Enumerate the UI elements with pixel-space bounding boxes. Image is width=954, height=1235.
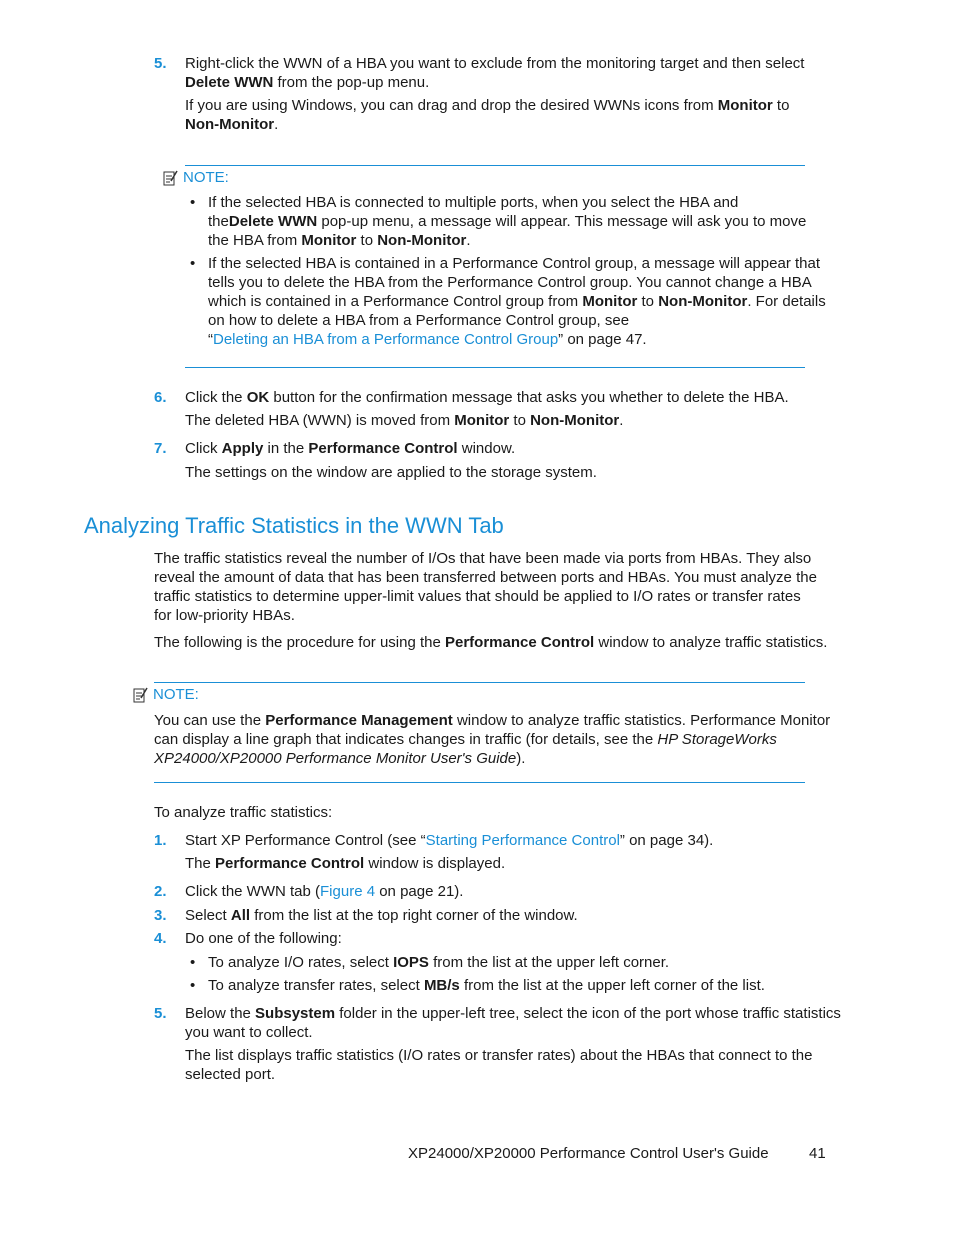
step-7-text — [185, 439, 515, 458]
text-line — [208, 330, 826, 349]
proc-step-5-paragraph — [185, 1046, 813, 1084]
step-number: 4. — [154, 930, 167, 947]
ui-term: Performance Control — [308, 440, 458, 457]
text-span: Click — [185, 440, 222, 457]
text-span: Below the — [185, 1005, 256, 1022]
text-span: ” on page 34). — [619, 832, 714, 849]
text-span: to — [509, 412, 531, 429]
text-span: button for the confirmation message that asks you whether to delete the HBA. — [269, 389, 789, 406]
step-number: 6. — [154, 389, 167, 406]
text-line: selected port. — [185, 1066, 276, 1083]
ui-term: Apply — [221, 440, 264, 457]
text-span: window to analyze traffic statistics. — [594, 634, 828, 651]
text-line — [185, 73, 804, 92]
note-header — [163, 168, 229, 187]
text-line — [154, 749, 830, 768]
link-figure-4[interactable]: Figure 4 — [320, 883, 376, 900]
text-span: on page 21). — [375, 883, 464, 900]
step-number: 5. — [154, 1005, 167, 1022]
footer-title: XP24000/XP20000 Performance Control User's Guide — [408, 1145, 769, 1162]
step-number: 1. — [154, 832, 167, 849]
ui-term: OK — [246, 389, 270, 406]
page-number: 41 — [809, 1145, 826, 1162]
step-6-text — [185, 388, 789, 407]
text-line: If the selected HBA is contained in a Performance Control group, a message will appear that — [208, 255, 821, 272]
section-paragraph-1 — [154, 549, 817, 625]
note-label: NOTE: — [183, 169, 229, 186]
text-line — [185, 96, 789, 115]
ui-term: Monitor — [717, 97, 773, 114]
text-span: You can use the — [154, 712, 266, 729]
text-line — [154, 730, 830, 749]
note-2-text — [154, 711, 830, 768]
text-line — [185, 115, 789, 134]
proc-step-5-text — [185, 1004, 841, 1042]
text-span: can display a line graph that indicates changes in traffic (for details, see the — [154, 731, 658, 748]
proc-step-1-text — [185, 831, 713, 850]
ui-term: Non-Monitor — [185, 116, 275, 133]
text-span: in the — [263, 440, 309, 457]
ui-term: Non-Monitor — [377, 232, 467, 249]
bullet-glyph: • — [190, 977, 196, 994]
text-span: . — [466, 232, 471, 249]
text-span: window. — [457, 440, 516, 457]
procedure-intro: To analyze traffic statistics: — [154, 804, 333, 821]
step-number: 5. — [154, 55, 167, 72]
step-number: 2. — [154, 883, 167, 900]
text-line: you want to collect. — [185, 1024, 313, 1041]
text-line: tells you to delete the HBA from the Performance Control group. You cannot change a HBA — [208, 274, 812, 291]
doc-title: XP24000/XP20000 Performance Monitor User's Guide — [154, 750, 517, 767]
proc-step-4-text: Do one of the following: — [185, 930, 342, 947]
link-starting-performance-control[interactable]: Starting Performance Control — [425, 832, 620, 849]
text-span: the HBA from — [208, 232, 302, 249]
proc-step-4-bullet-1 — [208, 953, 669, 972]
note-icon — [163, 170, 178, 186]
ui-term: Monitor — [582, 293, 638, 310]
ui-term: Monitor — [301, 232, 357, 249]
note-label: NOTE: — [153, 686, 199, 703]
ui-term: MB/s — [423, 977, 460, 994]
text-line: for low-priority HBAs. — [154, 607, 295, 624]
text-span: to — [637, 293, 659, 310]
text-span: folder in the upper-left tree, select the icon of the port whose traffic statistics — [335, 1005, 841, 1022]
note-1-bullet-1 — [208, 193, 806, 250]
text-span: . — [619, 412, 624, 429]
text-span: Click the — [185, 389, 247, 406]
text-line — [185, 1004, 841, 1023]
step-number: 3. — [154, 907, 167, 924]
link-deleting-hba[interactable]: Deleting an HBA from a Performance Control Group — [213, 331, 559, 348]
text-span: . — [274, 116, 279, 133]
text-line — [208, 292, 826, 311]
text-line: The traffic statistics reveal the number of I/Os that have been made via ports from HBAs. They also — [154, 550, 812, 567]
text-span: window to analyze traffic statistics. Performance Monitor — [452, 712, 831, 729]
bullet-glyph: • — [190, 255, 196, 272]
note-divider-bottom — [154, 782, 805, 783]
ui-term: Performance Control — [215, 855, 365, 872]
text-span: from the pop-up menu. — [273, 74, 430, 91]
text-line: If the selected HBA is connected to multiple ports, when you select the HBA and — [208, 194, 739, 211]
bullet-glyph: • — [190, 954, 196, 971]
note-header — [133, 685, 199, 704]
section-heading: Analyzing Traffic Statistics in the WWN Tab — [84, 513, 504, 538]
text-span: The deleted HBA (WWN) is moved from — [185, 412, 455, 429]
text-span: To analyze transfer rates, select — [208, 977, 424, 994]
ui-term: Delete WWN — [185, 74, 274, 91]
text-span: “ — [208, 331, 213, 348]
step-6-paragraph — [185, 411, 623, 430]
ui-term: Performance Management — [265, 712, 453, 729]
text-span: ” on page 47. — [558, 331, 647, 348]
ui-term: All — [230, 907, 251, 924]
text-line — [208, 212, 806, 231]
text-span: window is displayed. — [364, 855, 506, 872]
ui-term: Delete WWN — [228, 213, 318, 230]
proc-step-4-bullet-2 — [208, 976, 765, 995]
note-icon — [133, 687, 148, 703]
step-5-paragraph — [185, 96, 789, 134]
text-span: Select — [185, 907, 231, 924]
step-5-text — [185, 54, 804, 92]
note-1-bullet-2 — [208, 254, 826, 349]
text-span: from the list at the upper left corner. — [428, 954, 670, 971]
note-divider-top — [185, 165, 805, 166]
text-line — [208, 231, 806, 250]
text-span: pop-up menu, a message will appear. This message will ask you to move — [317, 213, 807, 230]
note-divider-bottom — [185, 367, 805, 368]
text-line — [154, 711, 830, 730]
text-line: The list displays traffic statistics (I/O rates or transfer rates) about the HBAs that connect to the — [185, 1047, 813, 1064]
ui-term: IOPS — [393, 954, 429, 971]
step-7-paragraph: The settings on the window are applied to the storage system. — [185, 464, 597, 481]
text-span: from the list at the upper left corner of the list. — [459, 977, 765, 994]
proc-step-3-text — [185, 906, 578, 925]
text-span: The — [185, 855, 216, 872]
text-span: Click the WWN tab ( — [185, 883, 321, 900]
text-span: from the list at the top right corner of the window. — [250, 907, 578, 924]
text-span: ). — [516, 750, 526, 767]
text-span: . For details — [747, 293, 826, 310]
text-span: to — [356, 232, 378, 249]
text-span: the — [208, 213, 229, 230]
text-line: Right-click the WWN of a HBA you want to exclude from the monitoring target and then select — [185, 55, 805, 72]
ui-term: Performance Control — [445, 634, 595, 651]
text-span: to — [772, 97, 790, 114]
ui-term: Subsystem — [255, 1005, 336, 1022]
text-span: To analyze I/O rates, select — [208, 954, 394, 971]
text-line: on how to delete a HBA from a Performance Control group, see — [208, 312, 630, 329]
text-span: Start XP Performance Control (see “ — [185, 832, 426, 849]
text-line: reveal the amount of data that has been transferred between ports and HBAs. You must analyze the — [154, 569, 817, 586]
text-span: which is contained in a Performance Control group from — [208, 293, 583, 310]
bullet-glyph: • — [190, 194, 196, 211]
step-number: 7. — [154, 440, 167, 457]
text-span: The following is the procedure for using the — [154, 634, 445, 651]
proc-step-1-paragraph — [185, 854, 505, 873]
text-span: If you are using Windows, you can drag and drop the desired WWNs icons from — [185, 97, 718, 114]
note-divider-top — [154, 682, 805, 683]
proc-step-2-text — [185, 882, 463, 901]
ui-term: Non-Monitor — [530, 412, 620, 429]
ui-term: Monitor — [454, 412, 510, 429]
section-paragraph-2 — [154, 633, 827, 652]
doc-title: HP StorageWorks — [657, 731, 777, 748]
ui-term: Non-Monitor — [658, 293, 748, 310]
text-line: traffic statistics to determine upper-limit values that should be applied to I/O rates or transfer rates — [154, 588, 801, 605]
